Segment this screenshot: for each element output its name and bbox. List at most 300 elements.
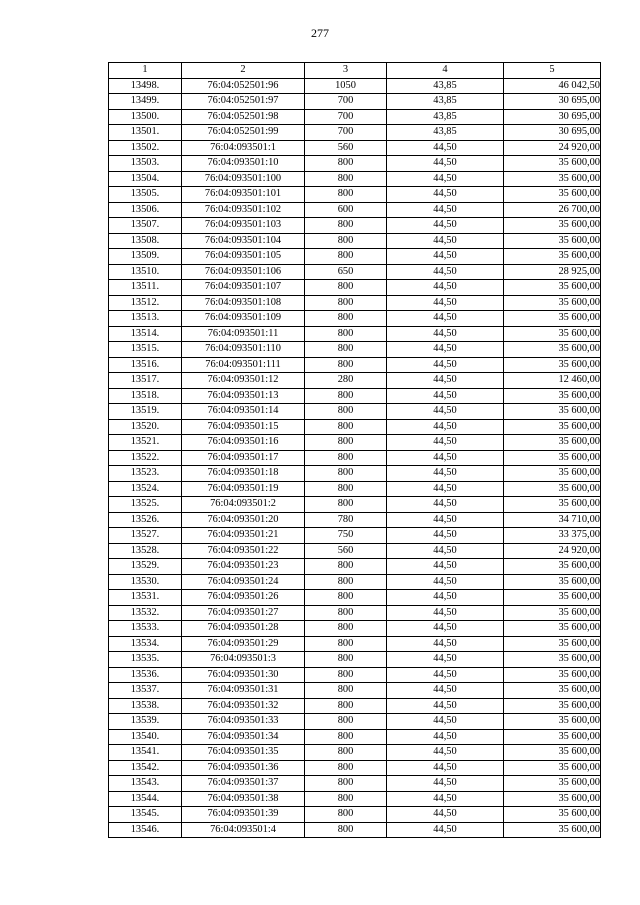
row-number-cell: 13539. [109, 714, 182, 730]
area-cell: 800 [305, 218, 387, 234]
area-cell: 800 [305, 233, 387, 249]
amount-cell: 35 600,00 [504, 636, 601, 652]
amount-cell: 35 600,00 [504, 714, 601, 730]
area-cell: 800 [305, 621, 387, 637]
rate-cell: 44,50 [387, 187, 504, 203]
row-number-cell: 13522. [109, 450, 182, 466]
rate-cell: 44,50 [387, 528, 504, 544]
amount-cell: 35 600,00 [504, 652, 601, 668]
area-cell: 800 [305, 295, 387, 311]
area-cell: 600 [305, 202, 387, 218]
rate-cell: 43,85 [387, 78, 504, 94]
table-row [109, 233, 601, 249]
amount-cell: 35 600,00 [504, 326, 601, 342]
table-row [109, 698, 601, 714]
area-cell: 800 [305, 450, 387, 466]
cadastral-number-cell: 76:04:093501:13 [182, 388, 305, 404]
rate-cell: 44,50 [387, 667, 504, 683]
area-cell: 800 [305, 435, 387, 451]
area-cell: 800 [305, 714, 387, 730]
amount-cell: 35 600,00 [504, 621, 601, 637]
cadastral-number-cell: 76:04:093501:32 [182, 698, 305, 714]
rate-cell: 44,50 [387, 249, 504, 265]
table-body [109, 78, 601, 838]
rate-cell: 44,50 [387, 559, 504, 575]
table-row [109, 373, 601, 389]
amount-cell: 34 710,00 [504, 512, 601, 528]
rate-cell: 44,50 [387, 435, 504, 451]
area-cell: 800 [305, 760, 387, 776]
area-cell: 750 [305, 528, 387, 544]
amount-cell: 35 600,00 [504, 559, 601, 575]
cadastral-number-cell: 76:04:093501:29 [182, 636, 305, 652]
table-row [109, 94, 601, 110]
area-cell: 800 [305, 574, 387, 590]
amount-cell: 35 600,00 [504, 435, 601, 451]
row-number-cell: 13504. [109, 171, 182, 187]
amount-cell: 35 600,00 [504, 481, 601, 497]
row-number-cell: 13540. [109, 729, 182, 745]
table-row [109, 559, 601, 575]
table-row [109, 714, 601, 730]
cadastral-number-cell: 76:04:093501:37 [182, 776, 305, 792]
cadastral-number-cell: 76:04:093501:21 [182, 528, 305, 544]
table-row [109, 512, 601, 528]
amount-cell: 35 600,00 [504, 342, 601, 358]
table-row [109, 590, 601, 606]
rate-cell: 44,50 [387, 714, 504, 730]
rate-cell: 44,50 [387, 218, 504, 234]
area-cell: 800 [305, 605, 387, 621]
row-number-cell: 13528. [109, 543, 182, 559]
area-cell: 800 [305, 171, 387, 187]
amount-cell: 26 700,00 [504, 202, 601, 218]
data-table [108, 62, 601, 838]
area-cell: 800 [305, 249, 387, 265]
table-row [109, 404, 601, 420]
row-number-cell: 13503. [109, 156, 182, 172]
table-row [109, 574, 601, 590]
table-row [109, 295, 601, 311]
rate-cell: 44,50 [387, 776, 504, 792]
cadastral-number-cell: 76:04:093501:30 [182, 667, 305, 683]
row-number-cell: 13509. [109, 249, 182, 265]
amount-cell: 35 600,00 [504, 419, 601, 435]
rate-cell: 44,50 [387, 807, 504, 823]
table-row [109, 776, 601, 792]
row-number-cell: 13499. [109, 94, 182, 110]
cadastral-number-cell: 76:04:093501:39 [182, 807, 305, 823]
rate-cell: 44,50 [387, 450, 504, 466]
area-cell: 780 [305, 512, 387, 528]
cadastral-number-cell: 76:04:093501:1 [182, 140, 305, 156]
table-row [109, 481, 601, 497]
rate-cell: 44,50 [387, 342, 504, 358]
area-cell: 700 [305, 109, 387, 125]
table-row [109, 218, 601, 234]
rate-cell: 44,50 [387, 295, 504, 311]
amount-cell: 35 600,00 [504, 791, 601, 807]
row-number-cell: 13531. [109, 590, 182, 606]
rate-cell: 43,85 [387, 109, 504, 125]
rate-cell: 44,50 [387, 419, 504, 435]
row-number-cell: 13512. [109, 295, 182, 311]
row-number-cell: 13544. [109, 791, 182, 807]
rate-cell: 44,50 [387, 512, 504, 528]
table-row [109, 280, 601, 296]
cadastral-number-cell: 76:04:093501:17 [182, 450, 305, 466]
table-row [109, 760, 601, 776]
cadastral-number-cell: 76:04:093501:36 [182, 760, 305, 776]
area-cell: 800 [305, 342, 387, 358]
row-number-cell: 13506. [109, 202, 182, 218]
amount-cell: 35 600,00 [504, 605, 601, 621]
amount-cell: 35 600,00 [504, 156, 601, 172]
area-cell: 800 [305, 791, 387, 807]
row-number-cell: 13501. [109, 125, 182, 141]
row-number-cell: 13543. [109, 776, 182, 792]
cadastral-number-cell: 76:04:093501:104 [182, 233, 305, 249]
table-row [109, 466, 601, 482]
area-cell: 800 [305, 698, 387, 714]
amount-cell: 35 600,00 [504, 760, 601, 776]
cadastral-number-cell: 76:04:093501:100 [182, 171, 305, 187]
row-number-cell: 13517. [109, 373, 182, 389]
cadastral-number-cell: 76:04:052501:97 [182, 94, 305, 110]
area-cell: 1050 [305, 78, 387, 94]
amount-cell: 35 600,00 [504, 729, 601, 745]
row-number-cell: 13535. [109, 652, 182, 668]
row-number-cell: 13514. [109, 326, 182, 342]
table-row [109, 156, 601, 172]
cadastral-number-cell: 76:04:093501:106 [182, 264, 305, 280]
row-number-cell: 13513. [109, 311, 182, 327]
rate-cell: 44,50 [387, 574, 504, 590]
cadastral-number-cell: 76:04:093501:22 [182, 543, 305, 559]
row-number-cell: 13519. [109, 404, 182, 420]
cadastral-number-cell: 76:04:093501:105 [182, 249, 305, 265]
row-number-cell: 13511. [109, 280, 182, 296]
table-row [109, 807, 601, 823]
table-row [109, 636, 601, 652]
area-cell: 800 [305, 776, 387, 792]
table-row [109, 125, 601, 141]
cadastral-number-cell: 76:04:093501:35 [182, 745, 305, 761]
rate-cell: 44,50 [387, 636, 504, 652]
rate-cell: 44,50 [387, 280, 504, 296]
area-cell: 800 [305, 745, 387, 761]
area-cell: 800 [305, 466, 387, 482]
cadastral-number-cell: 76:04:093501:11 [182, 326, 305, 342]
table-row [109, 388, 601, 404]
row-number-cell: 13505. [109, 187, 182, 203]
cadastral-number-cell: 76:04:093501:19 [182, 481, 305, 497]
row-number-cell: 13545. [109, 807, 182, 823]
cadastral-number-cell: 76:04:093501:12 [182, 373, 305, 389]
rate-cell: 44,50 [387, 404, 504, 420]
amount-cell: 35 600,00 [504, 233, 601, 249]
area-cell: 700 [305, 94, 387, 110]
table-row [109, 342, 601, 358]
amount-cell: 35 600,00 [504, 404, 601, 420]
amount-cell: 35 600,00 [504, 311, 601, 327]
amount-cell: 35 600,00 [504, 807, 601, 823]
row-number-cell: 13533. [109, 621, 182, 637]
table-row [109, 745, 601, 761]
table-row [109, 357, 601, 373]
row-number-cell: 13527. [109, 528, 182, 544]
amount-cell: 35 600,00 [504, 466, 601, 482]
table-row [109, 419, 601, 435]
area-cell: 800 [305, 311, 387, 327]
rate-cell: 44,50 [387, 171, 504, 187]
amount-cell: 30 695,00 [504, 94, 601, 110]
rate-cell: 44,50 [387, 605, 504, 621]
cadastral-number-cell: 76:04:093501:3 [182, 652, 305, 668]
area-cell: 700 [305, 125, 387, 141]
row-number-cell: 13521. [109, 435, 182, 451]
page-number: 277 [311, 26, 329, 40]
rate-cell: 44,50 [387, 156, 504, 172]
row-number-cell: 13515. [109, 342, 182, 358]
area-cell: 280 [305, 373, 387, 389]
table-row [109, 140, 601, 156]
rate-cell: 44,50 [387, 745, 504, 761]
cadastral-number-cell: 76:04:093501:23 [182, 559, 305, 575]
rate-cell: 44,50 [387, 652, 504, 668]
cadastral-number-cell: 76:04:093501:108 [182, 295, 305, 311]
rate-cell: 44,50 [387, 373, 504, 389]
table-row [109, 249, 601, 265]
cadastral-number-cell: 76:04:093501:18 [182, 466, 305, 482]
row-number-cell: 13542. [109, 760, 182, 776]
cadastral-number-cell: 76:04:093501:110 [182, 342, 305, 358]
cadastral-number-cell: 76:04:093501:14 [182, 404, 305, 420]
amount-cell: 35 600,00 [504, 249, 601, 265]
cadastral-number-cell: 76:04:093501:111 [182, 357, 305, 373]
area-cell: 560 [305, 543, 387, 559]
row-number-cell: 13498. [109, 78, 182, 94]
rate-cell: 44,50 [387, 140, 504, 156]
amount-cell: 12 460,00 [504, 373, 601, 389]
row-number-cell: 13538. [109, 698, 182, 714]
row-number-cell: 13529. [109, 559, 182, 575]
cadastral-number-cell: 76:04:093501:27 [182, 605, 305, 621]
row-number-cell: 13507. [109, 218, 182, 234]
cadastral-number-cell: 76:04:093501:28 [182, 621, 305, 637]
amount-cell: 35 600,00 [504, 218, 601, 234]
cadastral-number-cell: 76:04:093501:26 [182, 590, 305, 606]
rate-cell: 44,50 [387, 698, 504, 714]
table-row [109, 171, 601, 187]
amount-cell: 35 600,00 [504, 357, 601, 373]
table-row [109, 450, 601, 466]
table-row [109, 311, 601, 327]
amount-cell: 35 600,00 [504, 590, 601, 606]
column-header-2: 2 [182, 63, 305, 79]
row-number-cell: 13537. [109, 683, 182, 699]
cadastral-number-cell: 76:04:093501:101 [182, 187, 305, 203]
rate-cell: 44,50 [387, 683, 504, 699]
row-number-cell: 13524. [109, 481, 182, 497]
cadastral-number-cell: 76:04:093501:31 [182, 683, 305, 699]
amount-cell: 24 920,00 [504, 543, 601, 559]
cadastral-number-cell: 76:04:093501:102 [182, 202, 305, 218]
table-row [109, 791, 601, 807]
amount-cell: 35 600,00 [504, 280, 601, 296]
table-row [109, 729, 601, 745]
rate-cell: 44,50 [387, 326, 504, 342]
rate-cell: 44,50 [387, 791, 504, 807]
area-cell: 800 [305, 357, 387, 373]
header-row [109, 63, 601, 79]
cadastral-number-cell: 76:04:093501:16 [182, 435, 305, 451]
rate-cell: 44,50 [387, 621, 504, 637]
cadastral-number-cell: 76:04:093501:34 [182, 729, 305, 745]
row-number-cell: 13525. [109, 497, 182, 513]
rate-cell: 44,50 [387, 543, 504, 559]
row-number-cell: 13520. [109, 419, 182, 435]
rate-cell: 44,50 [387, 590, 504, 606]
row-number-cell: 13541. [109, 745, 182, 761]
table-row [109, 621, 601, 637]
rate-cell: 44,50 [387, 357, 504, 373]
area-cell: 800 [305, 807, 387, 823]
table-header [109, 63, 601, 79]
rate-cell: 44,50 [387, 202, 504, 218]
row-number-cell: 13530. [109, 574, 182, 590]
row-number-cell: 13518. [109, 388, 182, 404]
amount-cell: 46 042,50 [504, 78, 601, 94]
table-row [109, 652, 601, 668]
row-number-cell: 13546. [109, 822, 182, 838]
rate-cell: 44,50 [387, 388, 504, 404]
area-cell: 800 [305, 404, 387, 420]
amount-cell: 30 695,00 [504, 125, 601, 141]
rate-cell: 44,50 [387, 481, 504, 497]
table-row [109, 683, 601, 699]
amount-cell: 24 920,00 [504, 140, 601, 156]
area-cell: 800 [305, 683, 387, 699]
amount-cell: 35 600,00 [504, 574, 601, 590]
area-cell: 800 [305, 187, 387, 203]
cadastral-number-cell: 76:04:093501:10 [182, 156, 305, 172]
cadastral-number-cell: 76:04:052501:96 [182, 78, 305, 94]
area-cell: 800 [305, 419, 387, 435]
cadastral-number-cell: 76:04:093501:20 [182, 512, 305, 528]
area-cell: 800 [305, 156, 387, 172]
area-cell: 800 [305, 822, 387, 838]
amount-cell: 33 375,00 [504, 528, 601, 544]
cadastral-number-cell: 76:04:093501:33 [182, 714, 305, 730]
area-cell: 800 [305, 497, 387, 513]
rate-cell: 44,50 [387, 822, 504, 838]
amount-cell: 35 600,00 [504, 450, 601, 466]
area-cell: 560 [305, 140, 387, 156]
amount-cell: 35 600,00 [504, 698, 601, 714]
rate-cell: 44,50 [387, 466, 504, 482]
cadastral-number-cell: 76:04:093501:107 [182, 280, 305, 296]
column-header-5: 5 [504, 63, 601, 79]
cadastral-number-cell: 76:04:093501:15 [182, 419, 305, 435]
amount-cell: 30 695,00 [504, 109, 601, 125]
table-row [109, 326, 601, 342]
table-row [109, 109, 601, 125]
row-number-cell: 13534. [109, 636, 182, 652]
amount-cell: 35 600,00 [504, 776, 601, 792]
amount-cell: 35 600,00 [504, 822, 601, 838]
area-cell: 800 [305, 729, 387, 745]
column-header-4: 4 [387, 63, 504, 79]
table-row [109, 187, 601, 203]
amount-cell: 35 600,00 [504, 295, 601, 311]
row-number-cell: 13502. [109, 140, 182, 156]
row-number-cell: 13532. [109, 605, 182, 621]
row-number-cell: 13526. [109, 512, 182, 528]
rate-cell: 44,50 [387, 760, 504, 776]
cadastral-number-cell: 76:04:052501:99 [182, 125, 305, 141]
area-cell: 650 [305, 264, 387, 280]
column-header-1: 1 [109, 63, 182, 79]
cadastral-number-cell: 76:04:052501:98 [182, 109, 305, 125]
area-cell: 800 [305, 388, 387, 404]
rate-cell: 43,85 [387, 94, 504, 110]
cadastral-number-cell: 76:04:093501:103 [182, 218, 305, 234]
rate-cell: 44,50 [387, 497, 504, 513]
cadastral-number-cell: 76:04:093501:24 [182, 574, 305, 590]
amount-cell: 35 600,00 [504, 497, 601, 513]
area-cell: 800 [305, 559, 387, 575]
area-cell: 800 [305, 590, 387, 606]
rate-cell: 44,50 [387, 311, 504, 327]
rate-cell: 43,85 [387, 125, 504, 141]
row-number-cell: 13500. [109, 109, 182, 125]
rate-cell: 44,50 [387, 233, 504, 249]
row-number-cell: 13536. [109, 667, 182, 683]
table-row [109, 264, 601, 280]
area-cell: 800 [305, 280, 387, 296]
table-row [109, 543, 601, 559]
table-row [109, 822, 601, 838]
amount-cell: 35 600,00 [504, 745, 601, 761]
column-header-3: 3 [305, 63, 387, 79]
table-row [109, 497, 601, 513]
table-row [109, 605, 601, 621]
amount-cell: 28 925,00 [504, 264, 601, 280]
table-row [109, 435, 601, 451]
rate-cell: 44,50 [387, 729, 504, 745]
table-row [109, 78, 601, 94]
cadastral-number-cell: 76:04:093501:2 [182, 497, 305, 513]
row-number-cell: 13516. [109, 357, 182, 373]
row-number-cell: 13523. [109, 466, 182, 482]
row-number-cell: 13508. [109, 233, 182, 249]
cadastral-number-cell: 76:04:093501:109 [182, 311, 305, 327]
amount-cell: 35 600,00 [504, 171, 601, 187]
amount-cell: 35 600,00 [504, 683, 601, 699]
area-cell: 800 [305, 481, 387, 497]
rate-cell: 44,50 [387, 264, 504, 280]
table-row [109, 528, 601, 544]
area-cell: 800 [305, 652, 387, 668]
table-row [109, 667, 601, 683]
amount-cell: 35 600,00 [504, 388, 601, 404]
amount-cell: 35 600,00 [504, 187, 601, 203]
cadastral-number-cell: 76:04:093501:4 [182, 822, 305, 838]
area-cell: 800 [305, 667, 387, 683]
area-cell: 800 [305, 636, 387, 652]
table-row [109, 202, 601, 218]
